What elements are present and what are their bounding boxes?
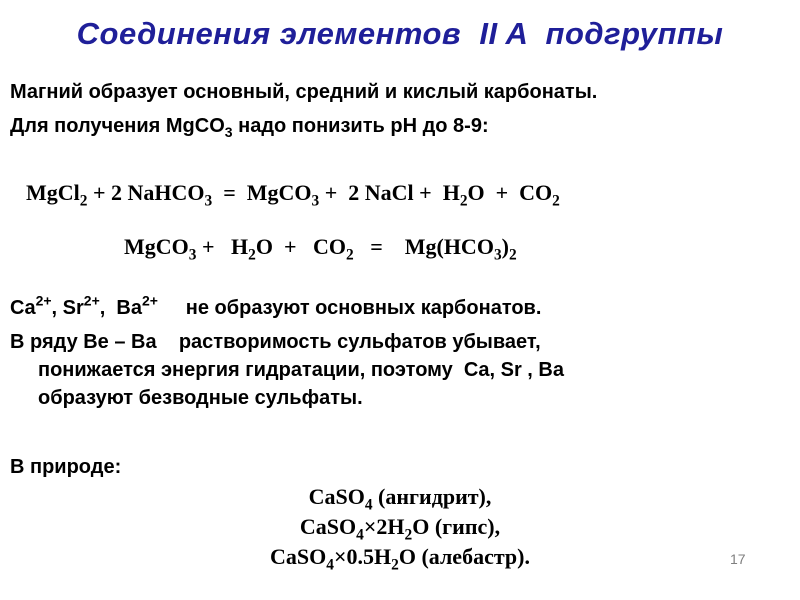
mineral-anhydrite: CaSO$_4$ (ангидрит), (308, 484, 492, 514)
equation-2: MgCO$_3$ + $H_2O + CO_2$ = $Mg(HCO_3)_2$ (124, 234, 517, 264)
page-number: 17 (730, 551, 746, 567)
intro-line-2: Для получения MgCO$_3$ надо понизить рН до 8-9: (10, 115, 489, 140)
mineral-gypsum: $CaSO_4\times 2H_2O$ (гипс), (299, 514, 501, 544)
ions-line: $Ca^{2+}$, $Sr^{2+}$, $Ba^{2+}$ не образуют основных карбонатов. (10, 292, 542, 319)
nature-heading: В природе: (10, 456, 122, 478)
slide-title: Соединения элементов II A подгруппы (76, 16, 724, 51)
mineral-alabaster: $CaSO_4\times 0.5H_2O$ (алебастр). (270, 544, 530, 574)
sulfates-line-2: понижается энергия гидратации, поэтому Ca, Sr , Ba (38, 359, 564, 381)
sulfates-line-1: В ряду Be – Ba растворимость сульфатов убывает, (10, 331, 541, 353)
intro-line-1: Магний образует основный, средний и кислый карбонаты. (10, 81, 598, 103)
sulfates-line-3: образуют безводные сульфаты. (38, 387, 363, 409)
equation-1: MgCl$_2$ + 2 NaHCO$_3$ = MgCO$_3$ + 2 NaCl + $H_2O + CO_2$ (26, 180, 560, 210)
